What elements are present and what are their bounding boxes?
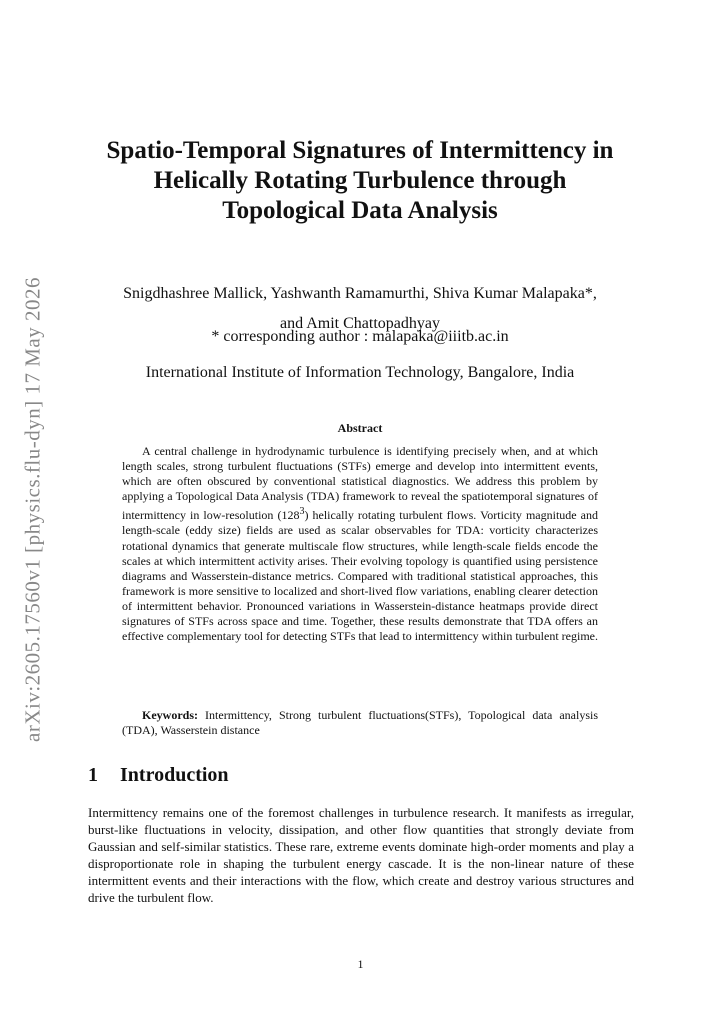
page-number: 1 [357, 957, 364, 971]
abstract-text-part-1: A central challenge in hydrodynamic turbulence is identifying precisely when, and at which length scales, strong turbulent fluctuations (STFs) emerge and develop into intermittent events, which are often obscured by conventional statistical diagnostics. We address this problem by applying a Topological Data Analysis (TDA) framework to reveal the spatiotemporal signatures of intermittency in low-resolution (128 [122, 444, 598, 523]
keywords-list: Intermittency, Strong turbulent fluctuations(STFs), Topological data analysis (TDA), Wasserstein distance [122, 708, 599, 738]
abstract-heading: Abstract [337, 421, 383, 435]
abstract-text-part-2: ) helically rotating turbulent flows. Vorticity magnitude and length-scale (eddy size) fields are used as scalar observables for TDA: vorticity characterizes rotational dynamics that generate multiscale flow structures, while length-scale fields encode the scales at which intermittent activity arises. Their evolving topology is quantified using persistence diagrams and Wasserstein-distance metrics. Compared with traditional statistical approaches, this framework is more sensitive to localized and short-lived flow variations, enabling clearer detection of intermittent behavior. Pronounced variations in Wasserstein-distance heatmaps provide direct signatures of STFs across space and time. Together, these results demonstrate that TDA offers an effective complementary tool for detecting STFs that lead to intermittency within turbulent regime. [122, 508, 598, 644]
corresponding-author: * corresponding author : malapaka@iiitb.ac.in [211, 328, 509, 345]
paper-title: Spatio-Temporal Signatures of Intermittency in Helically Rotating Turbulence through Topological Data Analysis [106, 137, 614, 224]
authors-line-2: and Amit Chattopadhyay [280, 315, 440, 332]
resolution-exponent: 3 [299, 506, 305, 518]
section-number: 1 [88, 764, 98, 786]
arxiv-identifier[interactable]: arXiv:2605.17560v1 [physics.flu-dyn] 17 May 2026 [20, 277, 45, 742]
introduction-paragraph: Intermittency remains one of the foremost challenges in turbulence research. It manifests as irregular, burst-like fluctuations in velocity, dissipation, and other flow quantities that strongly deviate from Gaussian and self-similar statistics. These rare, extreme events dominate high-order moments and play a disproportionate role in shaping the turbulent energy cascade. It is the non-linear nature of these intermittent events and their interactions with the flow, which create and destroy various structures and drive the turbulent flow. [88, 805, 634, 905]
keywords-label: Keywords: [142, 708, 198, 722]
abstract-body [122, 444, 598, 644]
authors-line-1: Snigdhashree Mallick, Yashwanth Ramamurthi, Shiva Kumar Malapaka*, [123, 285, 597, 302]
section-title: Introduction [120, 764, 229, 786]
affiliation: International Institute of Information Technology, Bangalore, India [145, 364, 575, 381]
section-heading-introduction [88, 764, 229, 787]
keywords-block [122, 708, 598, 738]
